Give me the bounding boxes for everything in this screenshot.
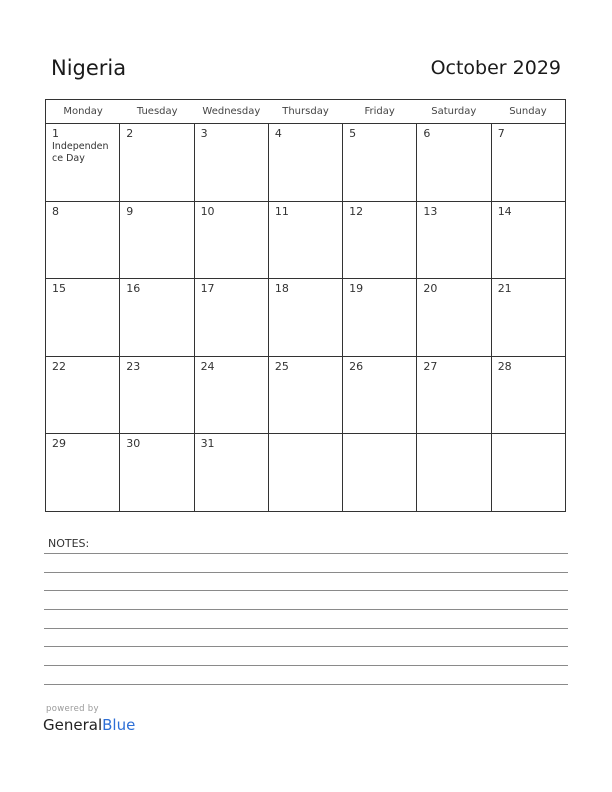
note-line — [44, 553, 568, 554]
day-cell[interactable] — [492, 124, 565, 201]
day-cell[interactable] — [343, 357, 417, 434]
brand-general-text: General — [43, 716, 103, 734]
day-cell[interactable] — [46, 357, 120, 434]
day-number: 13 — [423, 204, 438, 218]
day-cell[interactable] — [120, 202, 194, 279]
day-cell[interactable] — [417, 279, 491, 356]
powered-by-text: powered by — [46, 704, 99, 714]
week-row — [46, 279, 565, 357]
day-number: 2 — [126, 127, 134, 140]
week-row — [46, 202, 565, 280]
day-number: 26 — [349, 359, 364, 373]
day-number: 19 — [349, 282, 364, 296]
day-number: 22 — [52, 359, 66, 373]
day-cell[interactable] — [492, 434, 565, 511]
day-cell[interactable] — [120, 279, 194, 356]
weekday-friday: Friday — [364, 106, 395, 117]
day-number: 28 — [497, 359, 512, 373]
day-cell[interactable] — [417, 357, 491, 434]
note-line — [44, 590, 568, 591]
day-cell[interactable] — [492, 202, 565, 279]
day-number: 11 — [274, 204, 289, 218]
day-cell[interactable] — [120, 124, 194, 201]
day-cell[interactable] — [269, 202, 343, 279]
month-title: October 2029 — [430, 57, 561, 79]
note-line — [44, 684, 568, 685]
country-title: Nigeria — [51, 56, 127, 80]
day-number: 1 — [52, 127, 59, 140]
day-number: 9 — [126, 204, 134, 218]
day-number: 18 — [274, 282, 289, 296]
day-number: 7 — [497, 127, 505, 140]
day-cell[interactable] — [46, 279, 120, 356]
weekday-thursday: Thursday — [282, 106, 329, 117]
day-number: 15 — [52, 282, 66, 296]
day-cell[interactable] — [195, 279, 269, 356]
day-number: 16 — [126, 282, 141, 296]
day-number: 17 — [200, 282, 215, 296]
day-cell[interactable] — [269, 434, 343, 511]
day-number: 12 — [349, 204, 364, 218]
day-number: 3 — [200, 127, 208, 140]
week-row — [46, 434, 565, 511]
weekday-monday: Monday — [63, 106, 103, 117]
note-line — [44, 665, 568, 666]
day-number: 24 — [200, 359, 215, 373]
day-number: 5 — [349, 127, 357, 140]
day-cell[interactable] — [46, 124, 120, 201]
day-cell[interactable] — [269, 279, 343, 356]
day-cell[interactable] — [492, 357, 565, 434]
day-number: 8 — [52, 204, 59, 218]
notes-label: NOTES: — [48, 537, 90, 550]
day-number: 4 — [274, 127, 282, 140]
weekday-tuesday: Tuesday — [136, 106, 178, 117]
day-number: 27 — [423, 359, 438, 373]
day-cell[interactable] — [492, 279, 565, 356]
day-cell[interactable] — [195, 202, 269, 279]
day-cell[interactable] — [46, 434, 120, 511]
week-row — [46, 124, 565, 202]
day-cell[interactable] — [120, 434, 194, 511]
day-cell[interactable] — [46, 202, 120, 279]
day-number: 6 — [423, 127, 431, 140]
day-number: 20 — [423, 282, 438, 296]
calendar-grid — [45, 99, 566, 512]
day-cell[interactable] — [417, 124, 491, 201]
day-number: 31 — [200, 437, 215, 451]
note-line — [44, 646, 568, 647]
brand-blue-text: Blue — [102, 716, 136, 734]
day-number: 10 — [200, 204, 215, 218]
note-line — [44, 628, 568, 629]
day-number: 21 — [497, 282, 512, 296]
day-cell[interactable] — [195, 434, 269, 511]
day-cell[interactable] — [195, 357, 269, 434]
brand-logo[interactable] — [43, 716, 135, 734]
day-number: 25 — [274, 359, 289, 373]
holiday-label: Independence Day — [52, 141, 109, 164]
weekday-header-row — [46, 100, 565, 124]
day-cell[interactable] — [120, 357, 194, 434]
day-cell[interactable] — [417, 434, 491, 511]
day-cell[interactable] — [195, 124, 269, 201]
day-cell[interactable] — [343, 202, 417, 279]
weekday-wednesday: Wednesday — [202, 106, 261, 117]
day-number: 23 — [126, 359, 141, 373]
day-cell[interactable] — [343, 279, 417, 356]
day-cell[interactable] — [269, 124, 343, 201]
day-cell[interactable] — [417, 202, 491, 279]
day-cell[interactable] — [269, 357, 343, 434]
weekday-sunday: Sunday — [509, 106, 547, 117]
weeks-container — [46, 124, 565, 511]
day-number: 30 — [126, 437, 141, 451]
week-row — [46, 357, 565, 435]
day-cell[interactable] — [343, 434, 417, 511]
day-number: 29 — [52, 437, 66, 451]
note-line — [44, 572, 568, 573]
note-line — [44, 609, 568, 610]
day-cell[interactable] — [343, 124, 417, 201]
weekday-saturday: Saturday — [431, 106, 477, 117]
day-number: 14 — [497, 204, 512, 218]
